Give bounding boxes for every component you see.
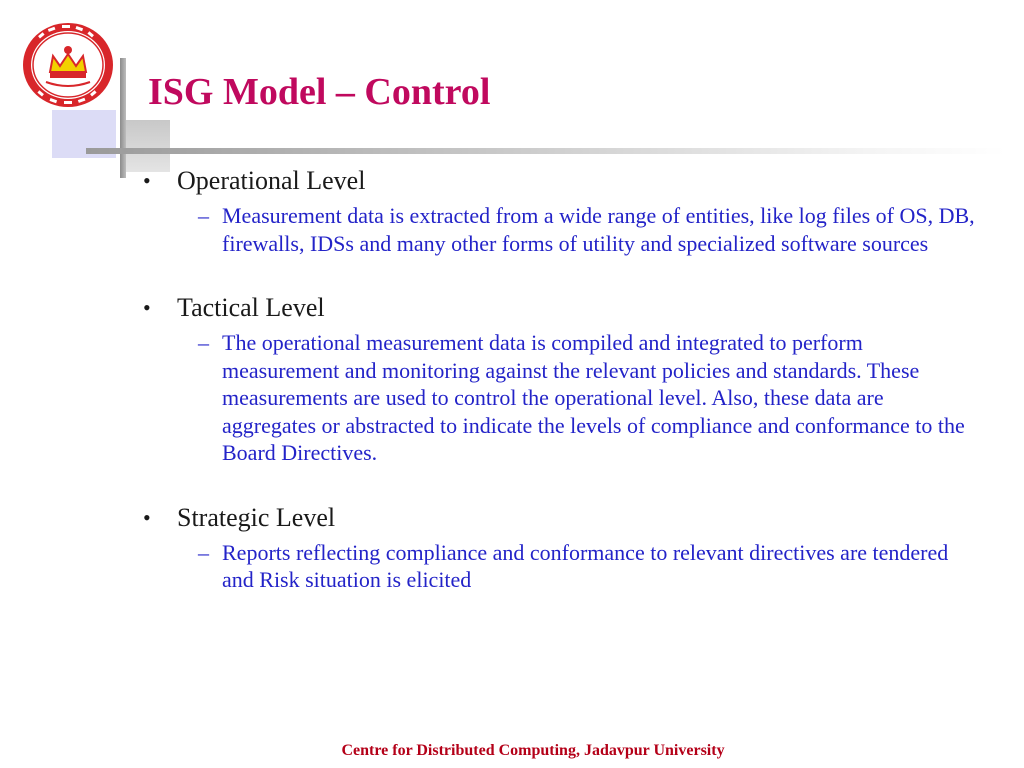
section-detail: Reports reflecting compliance and conformance to relevant directives are tendered and Risk situation is elicited [222, 539, 949, 592]
bullet-point [140, 164, 980, 198]
section-heading: Tactical Level [177, 293, 325, 322]
vertical-divider [120, 58, 126, 178]
dash-icon: – [198, 330, 209, 355]
section-strategic [140, 501, 980, 594]
bullet-point [140, 291, 980, 325]
horizontal-divider [86, 148, 1006, 154]
section-heading: Operational Level [177, 166, 366, 195]
bullet-icon: • [143, 504, 151, 530]
slide-footer: Centre for Distributed Computing, Jadavpur University [341, 742, 725, 759]
dash-icon: – [198, 539, 209, 565]
bullet-point [140, 501, 980, 535]
slide-title: ISG Model – Control [148, 71, 491, 113]
section-detail: Measurement data is extracted from a wide range of entities, like log files of OS, DB, firewalls, IDSs and many other forms of utility and specialized software sources [222, 203, 975, 256]
sub-point [140, 539, 980, 594]
sub-point [140, 329, 980, 467]
university-seal-icon [20, 20, 116, 110]
dash-icon: – [198, 203, 209, 228]
sub-point [140, 202, 980, 257]
slide-content [140, 164, 980, 628]
bullet-icon: • [143, 295, 151, 320]
section-tactical [140, 291, 980, 467]
bullet-icon: • [143, 168, 151, 193]
section-heading: Strategic Level [177, 502, 336, 532]
section-operational [140, 164, 980, 257]
section-detail: The operational measurement data is compiled and integrated to perform measurement and monitoring against the relevant policies and standards. These measurements are used to control the operational level. Also, these data are aggregates or abstracted to indicate the levels of compliance and conformance to the Board Directives. [222, 330, 965, 465]
